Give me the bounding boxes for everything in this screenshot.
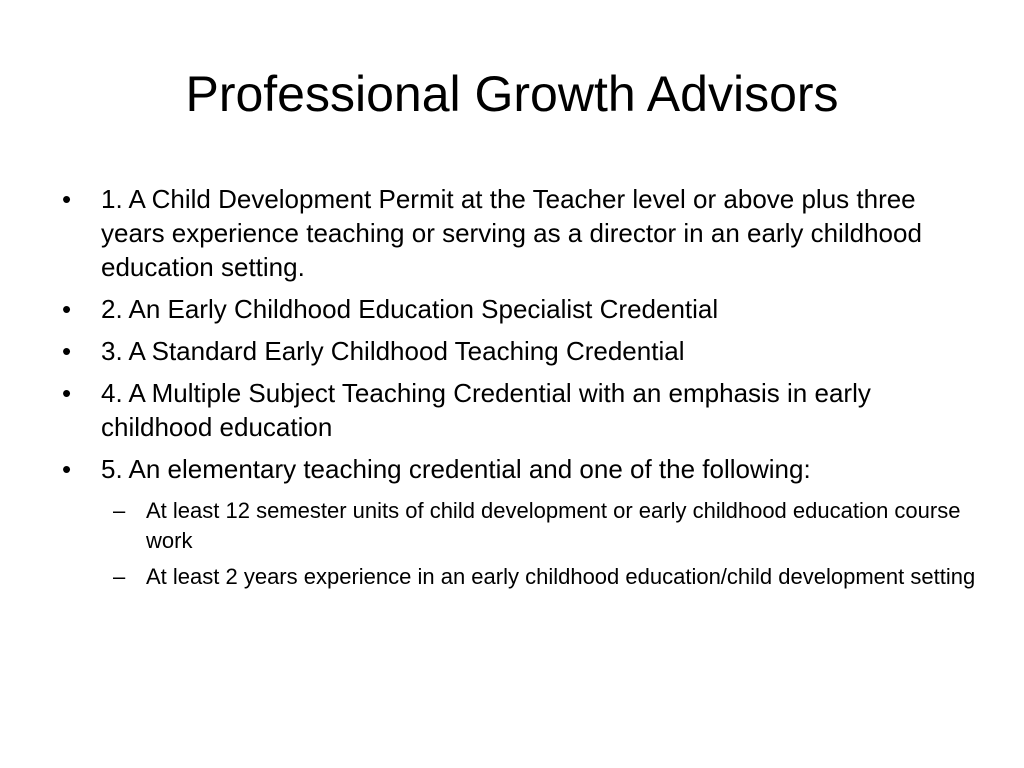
bullet-text: 3. A Standard Early Childhood Teaching Credential: [101, 336, 685, 366]
bullet-icon: •: [62, 184, 72, 214]
dash-icon: –: [113, 564, 126, 589]
slide-content: [60, 182, 980, 600]
sub-bullet-text: At least 12 semester units of child development or early childhood education course work: [146, 498, 961, 553]
sub-bullet-list: [101, 496, 980, 592]
bullet-icon: •: [62, 336, 72, 366]
bullet-text: 2. An Early Childhood Education Specialist Credential: [101, 294, 719, 324]
sub-bullet-item: [101, 496, 980, 556]
slide-title: Professional Growth Advisors: [185, 66, 839, 122]
bullet-text: 5. An elementary teaching credential and one of the following:: [101, 454, 811, 484]
bullet-icon: •: [62, 454, 72, 484]
bullet-item: [60, 292, 980, 326]
bullet-item: [60, 452, 980, 592]
bullet-item: [60, 334, 980, 368]
sub-bullet-item: [101, 562, 980, 592]
bullet-icon: •: [62, 378, 72, 408]
sub-bullet-text: At least 2 years experience in an early childhood education/child development setting: [146, 564, 976, 589]
bullet-item: [60, 182, 980, 284]
bullet-icon: •: [62, 294, 72, 324]
dash-icon: –: [113, 498, 126, 523]
bullet-item: [60, 376, 980, 444]
bullet-text: 1. A Child Development Permit at the Teacher level or above plus three years experience teaching or serving as a director in an early childhood education setting.: [101, 184, 922, 282]
bullet-text: 4. A Multiple Subject Teaching Credential with an emphasis in early childhood education: [101, 378, 871, 442]
bullet-list: [60, 182, 980, 592]
